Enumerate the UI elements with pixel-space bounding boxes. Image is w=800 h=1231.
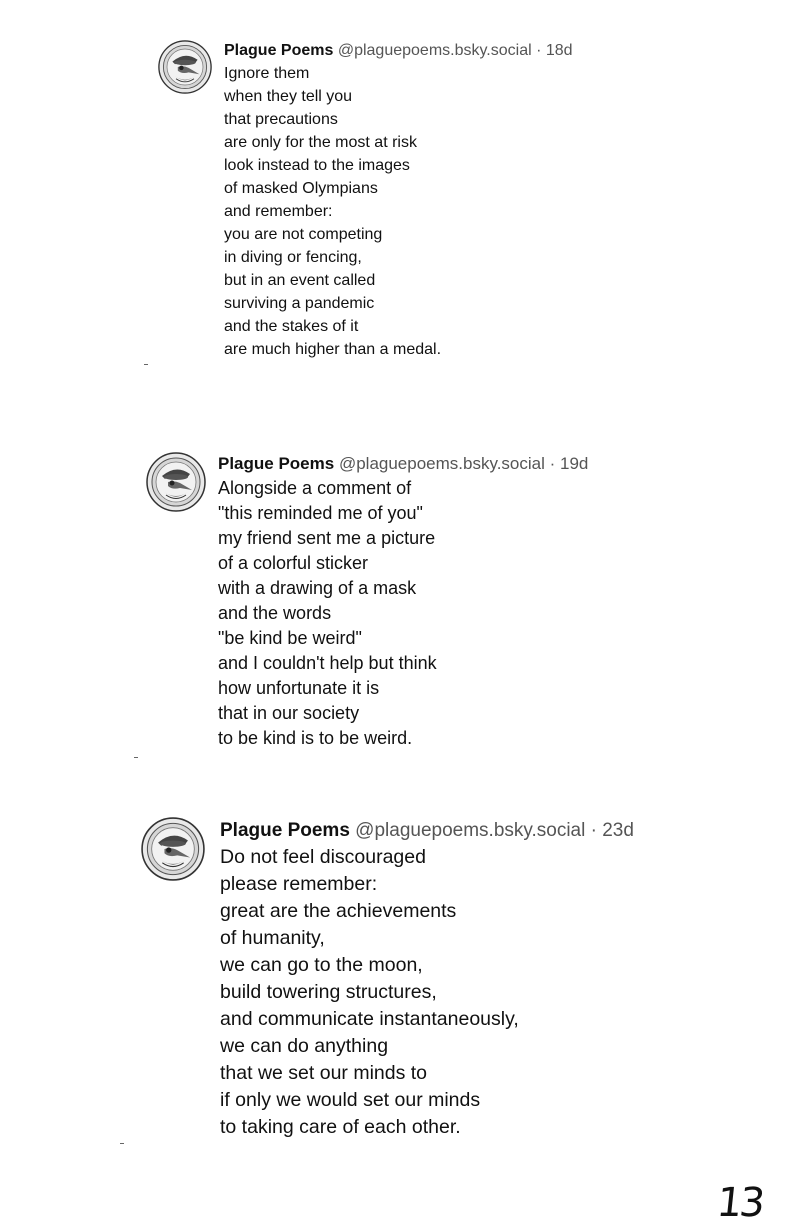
poem-text (224, 62, 573, 361)
avatar-seal-graphic (146, 452, 206, 512)
poem-line: but in an event called (224, 272, 376, 289)
poem-line: if only we would set our minds (220, 1089, 481, 1111)
post-date[interactable]: · 19d (549, 454, 589, 473)
scan-mark (134, 757, 138, 758)
poem-text (220, 844, 634, 1141)
post-header (224, 40, 573, 62)
poem-line: "this reminded me of you" (218, 503, 423, 523)
author-name[interactable]: Plague Poems (220, 820, 350, 841)
poem-line: that we set our minds to (220, 1062, 428, 1084)
post-content (224, 40, 573, 361)
post-content (220, 817, 634, 1141)
plague-doctor-avatar-icon[interactable] (158, 40, 212, 94)
poem-line: build towering structures, (220, 981, 437, 1003)
post-date[interactable]: · 23d (590, 820, 634, 841)
poem-line: when they tell you (224, 88, 353, 105)
poem-line: how unfortunate it is (218, 678, 380, 698)
scan-mark (120, 1143, 124, 1144)
poem-line: great are the achievements (220, 900, 457, 922)
poem-text (218, 476, 588, 751)
poem-line: Ignore them (224, 65, 310, 82)
poem-line: please remember: (220, 873, 378, 895)
poem-line: and the stakes of it (224, 318, 359, 335)
poem-line: Alongside a comment of (218, 478, 412, 498)
poem-line: my friend sent me a picture (218, 528, 436, 548)
avatar-seal-graphic (158, 40, 212, 94)
author-name[interactable]: Plague Poems (224, 42, 334, 59)
poem-line: we can go to the moon, (220, 954, 423, 976)
author-handle[interactable]: @plaguepoems.bsky.social (337, 42, 532, 59)
author-handle[interactable]: @plaguepoems.bsky.social (355, 820, 586, 841)
post-header (220, 817, 634, 844)
author-handle[interactable]: @plaguepoems.bsky.social (338, 454, 545, 473)
poem-line: to be kind is to be weird. (218, 728, 413, 748)
poem-line: and the words (218, 603, 332, 623)
poem-line: are only for the most at risk (224, 134, 417, 151)
poem-line: that in our society (218, 703, 360, 723)
poem-line: in diving or fencing, (224, 249, 362, 266)
post-header (218, 452, 588, 476)
poem-line: of humanity, (220, 927, 325, 949)
plague-doctor-avatar-icon[interactable] (141, 817, 205, 881)
poem-line: we can do anything (220, 1035, 389, 1057)
poem-line: look instead to the images (224, 157, 410, 174)
author-name[interactable]: Plague Poems (218, 454, 335, 473)
poem-line: and I couldn't help but think (218, 653, 437, 673)
poem-line: and communicate instantaneously, (220, 1008, 519, 1030)
poem-line: and remember: (224, 203, 333, 220)
poem-line: with a drawing of a mask (218, 578, 417, 598)
poem-line: to taking care of each other. (220, 1116, 461, 1138)
plague-doctor-avatar-icon[interactable] (146, 452, 206, 512)
avatar-seal-graphic (141, 817, 205, 881)
poem-line: "be kind be weird" (218, 628, 362, 648)
post-date[interactable]: · 18d (536, 42, 573, 59)
scan-mark (144, 364, 148, 365)
poem-line: Do not feel discouraged (220, 846, 426, 868)
poem-line: of masked Olympians (224, 180, 378, 197)
page-number: 13 (714, 1180, 765, 1226)
poem-line: are much higher than a medal. (224, 341, 442, 358)
poem-line: of a colorful sticker (218, 553, 369, 573)
poem-line: that precautions (224, 111, 338, 128)
post-content (218, 452, 588, 751)
poem-line: you are not competing (224, 226, 383, 243)
poem-line: surviving a pandemic (224, 295, 375, 312)
